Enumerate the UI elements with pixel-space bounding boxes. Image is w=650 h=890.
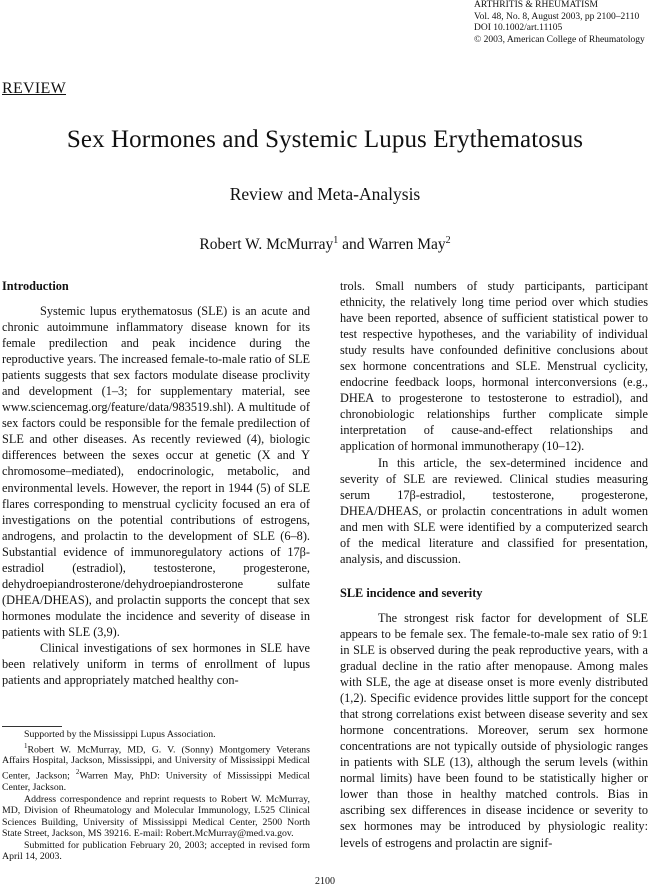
journal-doi: DOI 10.1002/art.11105 (474, 23, 563, 34)
right-paragraph-1: trols. Small numbers of study participants, participant ethnicity, the relatively long time period over which studies have been reported, absence of sufficient statistical power to test respective hypotheses, and the variability of individual study results have confounded definitive conclusions about sex hormone concentrations and SLE. Menstrual cyclicity, endocrine feedback loops, hormonal interconversions (e.g., DHEA to progesterone to testosterone to estradiol), and chronobiologic relationships further complicate simple interpretation of cause-and-effect relationships and application of hormonal immunotherapy (10–12). (340, 279, 648, 454)
affiliation-1-text: Robert W. McMurray, MD, G. V. (Sonny) Montgomery Veterans Affairs Hospital, Jackson, Mississippi, and University of Mississippi Medical Center, Jackson; (2, 743, 310, 782)
journal-header (474, 0, 645, 46)
footnote-submission: Submitted for publication February 20, 2003; accepted in revised form April 14, 2003. (2, 839, 310, 863)
footnote-rule (2, 726, 62, 727)
author-2: Warren May (368, 236, 446, 254)
affiliation-2-marker: 2 (75, 768, 80, 777)
incidence-heading: SLE incidence and severity (340, 585, 483, 600)
journal-name: ARTHRITIS & RHEUMATISM (474, 0, 598, 10)
introduction-heading: Introduction (2, 279, 69, 293)
right-column (340, 278, 648, 851)
footnotes (2, 729, 310, 863)
author-conjunction: and (338, 236, 369, 254)
incidence-paragraph: The strongest risk factor for development of SLE appears to be female sex. The female-to-male sex ratio of 9:1 in SLE is observed during the peak reproductive years, with a gradual decline in the ratio after menopause. Among males with SLE, the age at disease onset is more evenly distributed (1,2). Specific evidence provides little support for the concept that strong correlations exist between disease severity and sex hormone concentrations. Moreover, serum sex hormone concentrations are not typically outside of physiologic ranges in patients with SLE (13), although the serum levels (within normal limits) have been found to be statistically higher or lower than those in healthy matched controls. Bias in ascribing sex differences in disease incidence or severity to sex hormones may be introduced by physiologic reality: levels of estrogens and prolactin are signif- (340, 610, 648, 850)
article-subtitle: Review and Meta-Analysis (229, 184, 421, 204)
introduction-paragraph-2: Clinical investigations of sex hormones in SLE have been relatively uniform in terms of enrollment of lupus patients and appropriately matched healthy con- (2, 640, 310, 688)
author-1-affiliation: 1 (333, 235, 339, 246)
section-label: REVIEW (2, 80, 67, 97)
footnote-affiliations (2, 741, 310, 794)
journal-copyright: © 2003, American College of Rheumatology (474, 34, 645, 45)
footnote-support: Supported by the Mississippi Lupus Association. (24, 729, 216, 740)
page-number: 2100 (315, 876, 335, 887)
left-column (2, 278, 310, 688)
article-title: Sex Hormones and Systemic Lupus Erythematosus (66, 126, 584, 153)
affiliation-2-text: Warren May, PhD: University of Mississippi Medical Center, Jackson. (2, 770, 310, 793)
affiliation-1-marker: 1 (24, 741, 28, 750)
introduction-paragraph-1: Systemic lupus erythematosus (SLE) is an acute and chronic autoimmune inflammatory disease known for its female predilection and peak incidence during the reproductive years. The increased female-to-male ratio of SLE patients suggests that sex factors modulate disease proclivity and development (1–3; for supplementary material, see www.sciencemag.org/feature/data/983519.shl). A multitude of sex factors could be responsible for the female predilection of SLE and other diseases. As recently reviewed (4), biologic differences between the sexes occur at genetic (X and Y chromosome–mediated), endocrinologic, metabolic, and environmental levels. However, the report in 1944 (5) of SLE flares corresponding to menstrual cyclicity focused an era of investigations on the potential contributions of estrogens, androgens, and prolactin to the development of SLE (6–8). Substantial evidence of immunoregulatory actions of 17β-estradiol (estradiol), testosterone, progesterone, dehydroepiandrosterone/dehydroepiandrosterone sulfate (DHEA/DHEAS), and prolactin supports the concept that sex hormones modulate the incidence and severity of disease in patients with SLE (3,9). (2, 304, 310, 639)
author-1: Robert W. McMurray (199, 236, 334, 254)
right-paragraph-2: In this article, the sex-determined incidence and severity of SLE are reviewed. Clinical studies measuring serum 17β-estradiol, testosterone, progesterone, DHEA/DHEAS, or prolactin concentrations in adult women and men with SLE were identified by a computerized search of the medical literature and classified for presentation, analysis, and discussion. (340, 455, 648, 566)
author-2-affiliation: 2 (445, 235, 451, 246)
journal-volume: Vol. 48, No. 8, August 2003, pp 2100–2110 (474, 11, 640, 22)
footnote-correspondence: Address correspondence and reprint requests to Robert W. McMurray, MD, Division of Rheumatology and Molecular Immunology, L525 Clinical Sciences Building, University of Mississippi Medical Center, 2500 North State Street, Jackson, MS 39216. E-mail: Robert.McMurray@med.va.gov. (2, 793, 310, 840)
author-line (0, 235, 650, 254)
